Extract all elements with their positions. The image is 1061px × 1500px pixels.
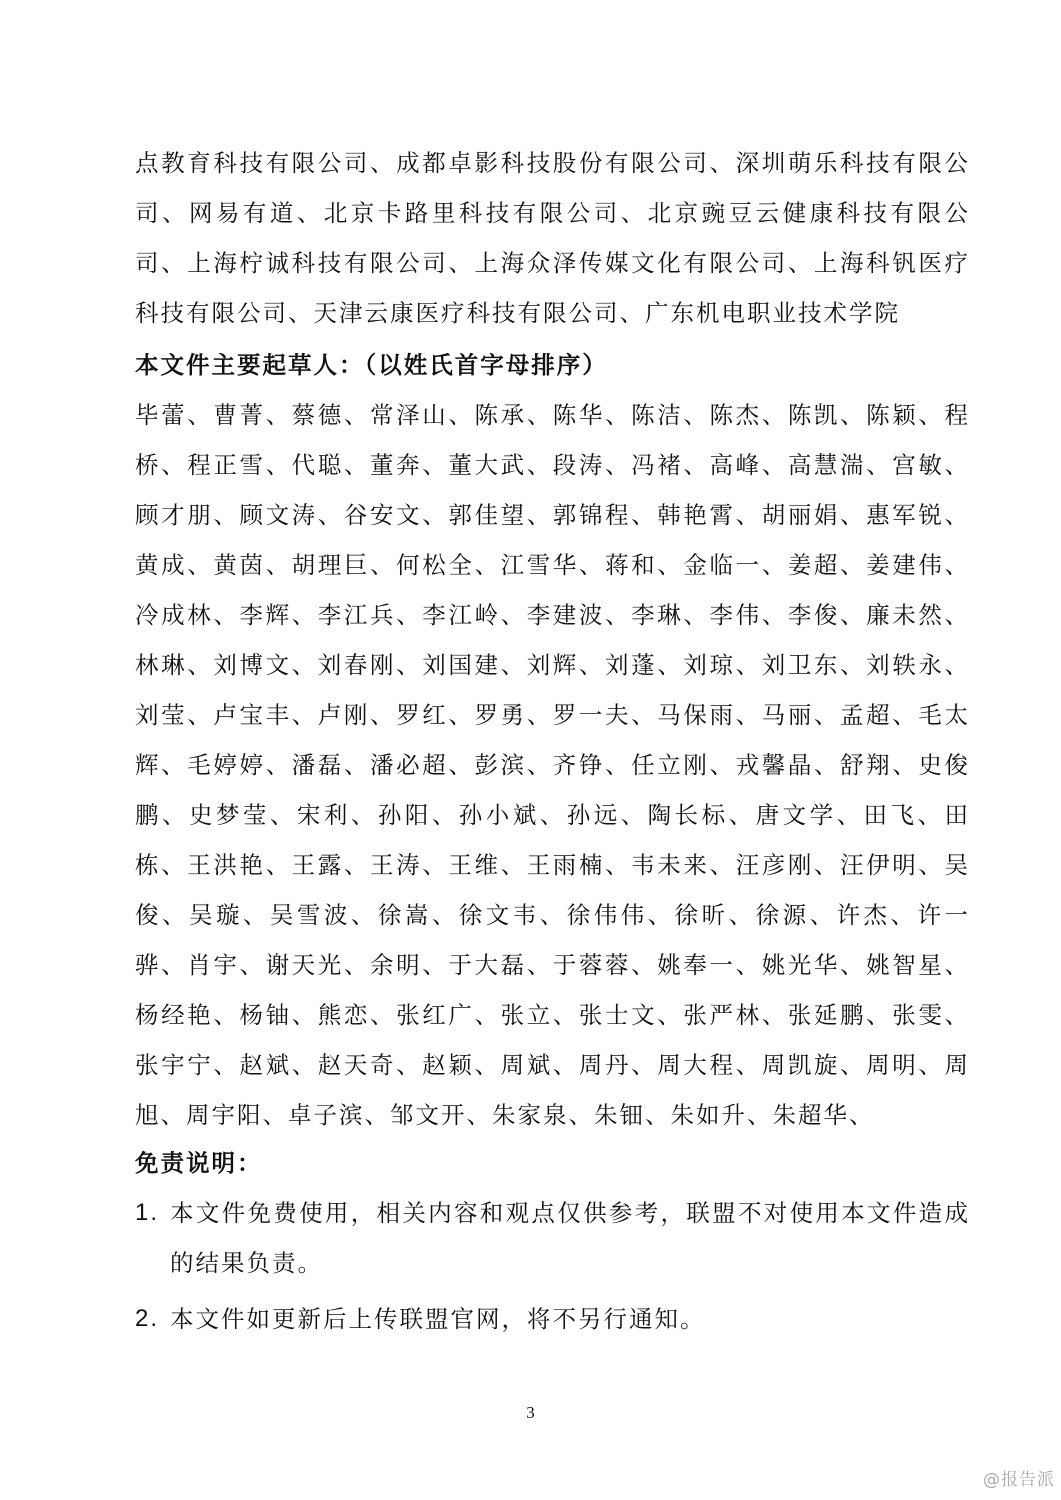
disclaimer-list (135, 1188, 970, 1350)
drafters-list-paragraph: 毕蕾、曹菁、蔡德、常泽山、陈承、陈华、陈洁、陈杰、陈凯、陈颖、程桥、程正雪、代聪、董奔、董大武、段涛、冯褚、高峰、高慧湍、宫敏、顾才朋、顾文涛、谷安文、郭佳望、郭锦程、韩艳霄、胡丽娟、惠军锐、黄成、黄茵、胡理巨、何松全、江雪华、蒋和、金临一、姜超、姜建伟、冷成林、李辉、李江兵、李江岭、李建波、李琳、李伟、李俊、廉未然、林琳、刘博文、刘春刚、刘国建、刘辉、刘蓬、刘琼、刘卫东、刘轶永、刘莹、卢宝丰、卢刚、罗红、罗勇、罗一夫、马保雨、马丽、孟超、毛太辉、毛婷婷、潘磊、潘必超、彭滨、齐铮、任立刚、戎馨晶、舒翔、史俊鹏、史梦莹、宋利、孙阳、孙小斌、孙远、陶长标、唐文学、田飞、田栋、王洪艳、王露、王涛、王维、王雨楠、韦未来、汪彦刚、汪伊明、吴俊、吴璇、吴雪波、徐嵩、徐文韦、徐伟伟、徐昕、徐源、许杰、许一骅、肖宇、谢天光、余明、于大磊、于蓉蓉、姚奉一、姚光华、姚智星、杨经艳、杨铀、熊恋、张红广、张立、张士文、张严林、张延鹏、张雯、张宇宁、赵斌、赵天奇、赵颖、周斌、周丹、周大程、周凯旋、周明、周旭、周宇阳、卓子滨、邹文开、朱家泉、朱钿、朱如升、朱超华、 (135, 401, 970, 1129)
disclaimer-item-text: 本文件免费使用，相关内容和观点仅供参考，联盟不对使用本文件造成的结果负责。 (170, 1199, 970, 1277)
watermark: @报告派 (983, 1470, 1055, 1490)
disclaimer-item (135, 1294, 970, 1344)
disclaimer-item-number: 1. (135, 1199, 160, 1226)
disclaimer-item-text: 本文件如更新后上传联盟官网，将不另行通知。 (170, 1305, 706, 1333)
drafters-heading: 本文件主要起草人：（以姓氏首字母排序） (135, 351, 608, 379)
disclaimer-item (135, 1188, 970, 1288)
participating-companies-paragraph: 点教育科技有限公司、成都卓影科技股份有限公司、深圳萌乐科技有限公司、网易有道、北京卡路里科技有限公司、北京豌豆云健康科技有限公司、上海柠诚科技有限公司、上海众泽传媒文化有限公司、上海科钒医疗科技有限公司、天津云康医疗科技有限公司、广东机电职业技术学院 (135, 149, 970, 327)
page-number: 3 (526, 1403, 535, 1422)
disclaimer-item-number: 2. (135, 1305, 160, 1332)
disclaimer-heading: 免责说明： (135, 1149, 263, 1177)
